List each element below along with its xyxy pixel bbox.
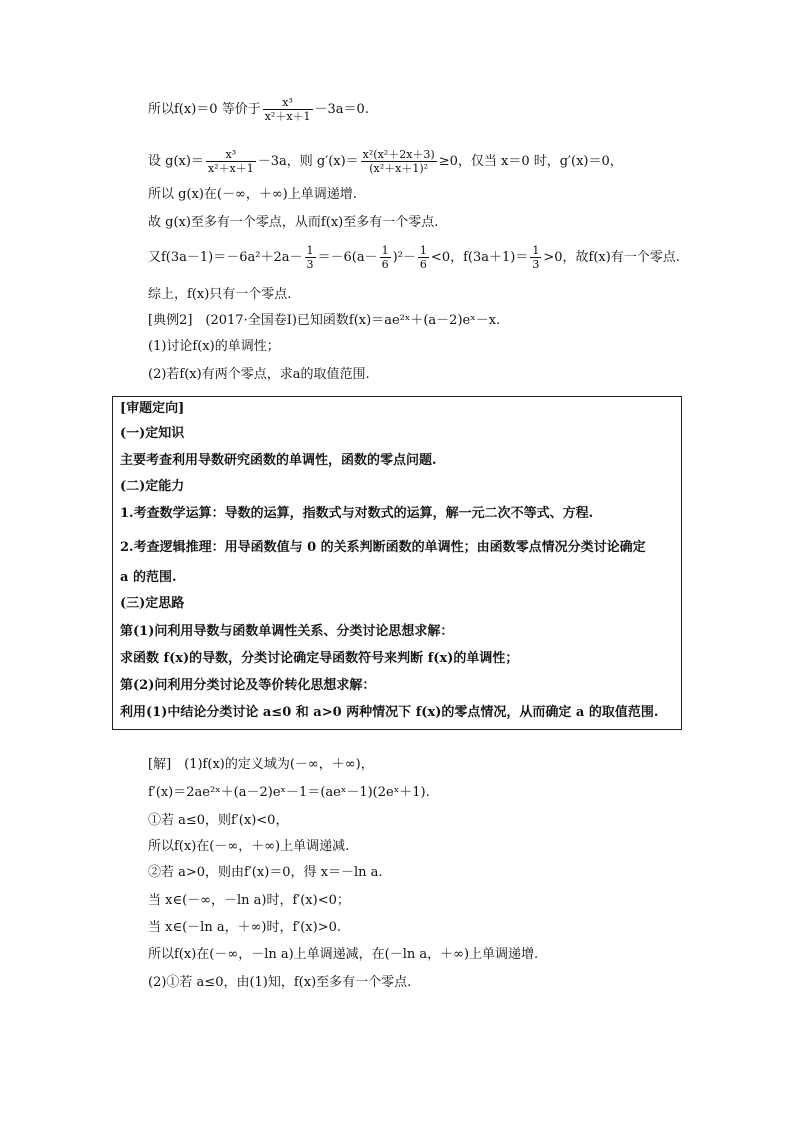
solution-line-3: ①若 a≤0，则f′(x)<0， bbox=[148, 813, 289, 828]
box-section-1: (一)定知识 bbox=[120, 426, 185, 441]
text-line-4: 故 g(x)至多有一个零点，从而f(x)至多有一个零点. bbox=[148, 215, 439, 230]
solution-line-7: 当 x∈(－ln a，＋∞)时，f′(x)>0. bbox=[148, 920, 342, 935]
text-line-3: 所以 g(x)在(－∞，＋∞)上单调递增. bbox=[148, 187, 357, 202]
fraction: $\frac{\text{x³}}{\text{x²＋x＋1}}$ bbox=[207, 148, 254, 175]
analysis-box bbox=[112, 396, 682, 730]
text-line-6: 综上，f(x)只有一个零点. bbox=[148, 287, 292, 302]
box-section-2: (二)定能力 bbox=[120, 479, 185, 494]
box-line: a 的范围. bbox=[120, 570, 177, 585]
fraction: $\frac{\text{x²(x²＋2x＋3)}}{\text{(x²＋x＋1)²}}$ bbox=[362, 148, 435, 175]
question-2: (2)若f(x)有两个零点，求a的取值范围. bbox=[148, 367, 370, 382]
fraction: $\frac{1}{6}$ bbox=[419, 244, 427, 271]
box-line: 1.考查数学运算：导数的运算，指数式与对数式的运算，解一元二次不等式、方程. bbox=[120, 506, 594, 521]
solution-line-5: ②若 a>0，则由f′(x)＝0，得 x＝－ln a. bbox=[148, 865, 383, 880]
box-line: 第(2)问利用分类讨论及等价转化思想求解： bbox=[120, 678, 376, 693]
example-heading: [典例2] (2017·全国卷Ⅰ)已知函数f(x)＝ae²ˣ＋(a－2)eˣ－x. bbox=[148, 313, 501, 328]
fraction: $\frac{\text{x³}}{\text{x²＋x＋1}}$ bbox=[264, 96, 311, 123]
box-section-3: (三)定思路 bbox=[120, 596, 185, 611]
fraction: $\frac{1}{6}$ bbox=[381, 244, 389, 271]
box-title: [审题定向] bbox=[120, 401, 185, 416]
box-line: 求函数 f(x)的导数，分类讨论确定导函数符号来判断 f(x)的单调性； bbox=[120, 651, 519, 666]
box-line: 利用(1)中结论分类讨论 a≤0 和 a>0 两种情况下 f(x)的零点情况，从而确定 a 的取值范围. bbox=[120, 705, 659, 720]
box-line: 第(1)问利用导数与函数单调性关系、分类讨论思想求解： bbox=[120, 624, 454, 639]
fraction: $\frac{1}{3}$ bbox=[532, 244, 540, 271]
solution-line-6: 当 x∈(－∞，－ln a)时，f′(x)<0； bbox=[148, 893, 350, 908]
solution-line-4: 所以f(x)在(－∞，＋∞)上单调递减. bbox=[148, 839, 350, 854]
text-line-1: 所以f(x)＝0 等价于 $\frac{\text{x³}}{\text{x²＋x＋1}}$ －3a＝0. bbox=[148, 96, 369, 123]
solution-line-1: [解] (1)f(x)的定义域为(－∞，＋∞)， bbox=[148, 757, 374, 772]
solution-line-9: (2)①若 a≤0，由(1)知，f(x)至多有一个零点. bbox=[148, 975, 412, 990]
text-line-2: 设 g(x)＝ $\frac{\text{x³}}{\text{x²＋x＋1}}$ －3a，则 g′(x)＝ $\frac{\text{x²(x²＋2x＋3)}}{\text{(x²＋x＋1)²}}$ ≥0，仅当 x＝0 时，g′(x)＝0， bbox=[148, 148, 623, 175]
question-1: (1)讨论f(x)的单调性； bbox=[148, 339, 280, 354]
box-line: 2.考查逻辑推理：用导函数值与 0 的关系判断函数的单调性；由函数零点情况分类讨论确定 bbox=[120, 540, 646, 555]
solution-line-2: f′(x)＝2ae²ˣ＋(a－2)eˣ－1＝(aeˣ－1)(2eˣ＋1). bbox=[148, 785, 430, 800]
box-line: 主要考查利用导数研究函数的单调性，函数的零点问题. bbox=[120, 453, 437, 468]
text-line-5: 又f(3a－1)＝－6a²＋2a－ $\frac{1}{3}$ ＝－6(a－ $\frac{1}{6}$ )²－ $\frac{1}{6}$ <0，f(3a＋1)＝ $\frac{1}{3}$ >0，故f(x)有一个零点. bbox=[148, 244, 680, 271]
fraction: $\frac{1}{3}$ bbox=[306, 244, 314, 271]
solution-line-8: 所以f(x)在(－∞，－ln a)上单调递减，在(－ln a，＋∞)上单调递增. bbox=[148, 947, 539, 962]
